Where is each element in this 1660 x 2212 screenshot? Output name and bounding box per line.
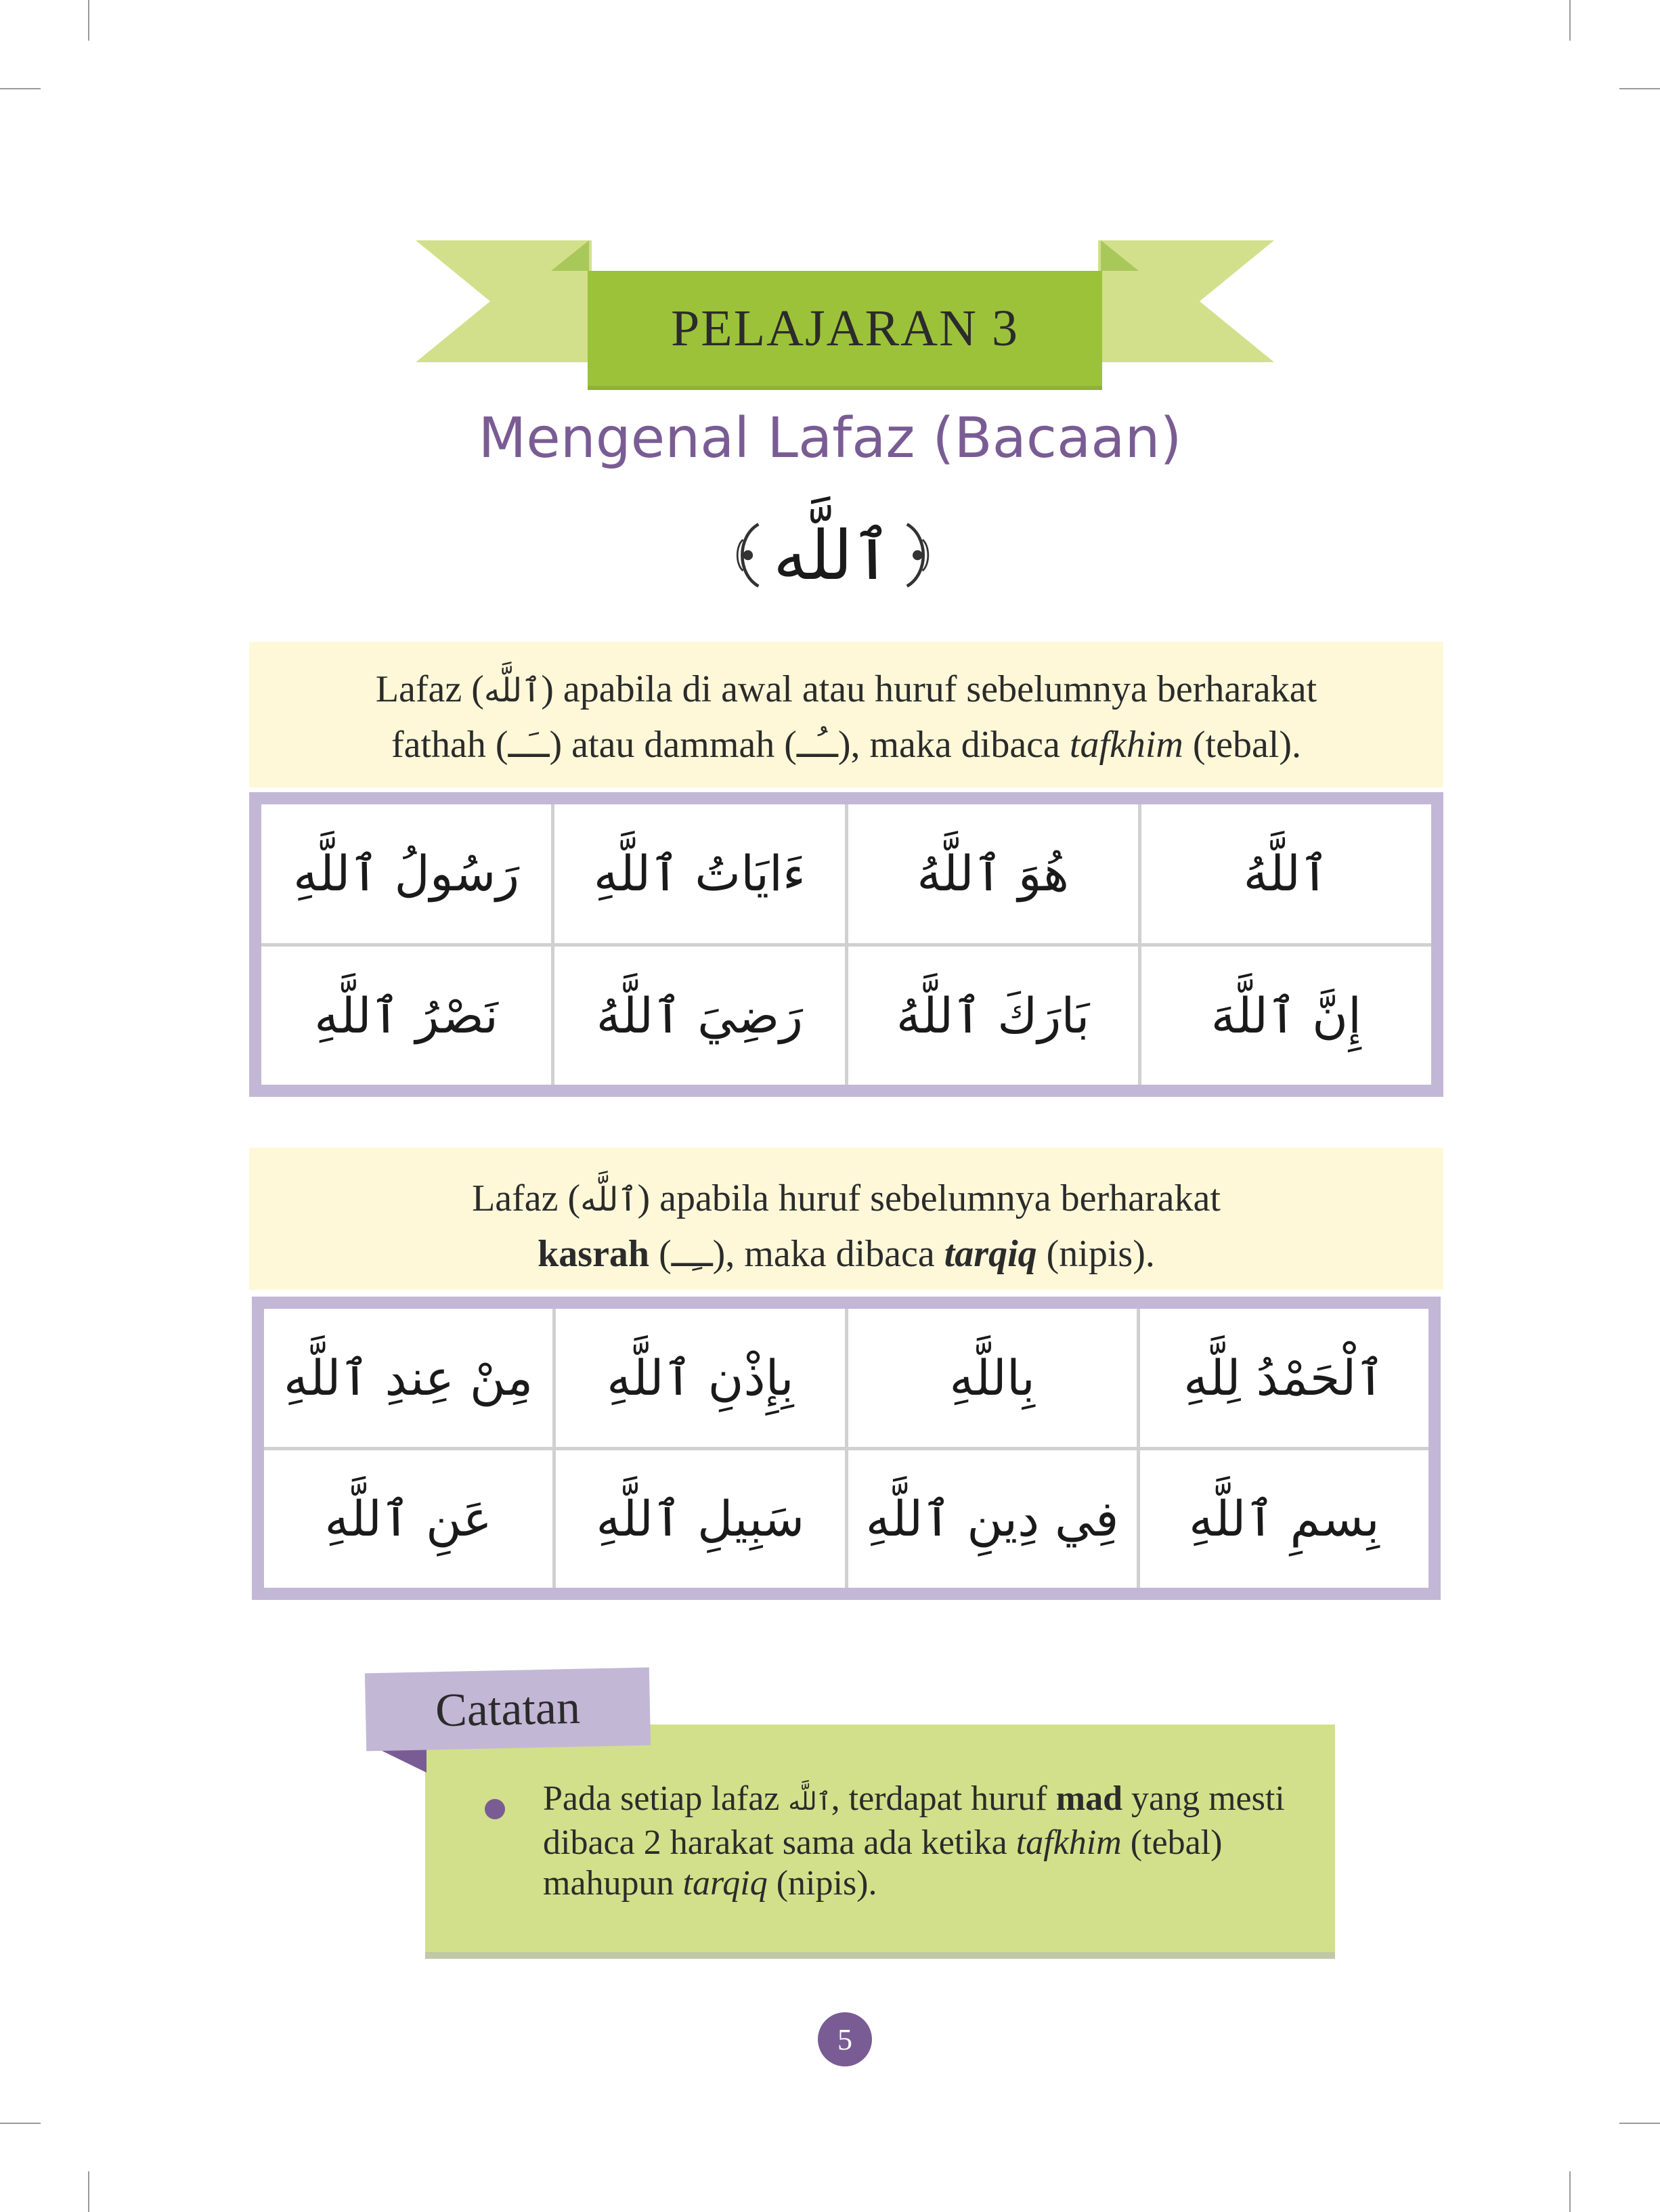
rule-text: (nipis). — [1036, 1233, 1155, 1275]
rule-line-2 — [249, 1227, 1443, 1282]
word-cell: بِسمِ ٱللَّهِ — [1140, 1450, 1428, 1588]
word-cell: نَصْرُ ٱللَّهِ — [261, 947, 551, 1085]
ornament-icon — [898, 518, 941, 592]
ribbon-fold-right — [1101, 240, 1139, 271]
crop-mark — [1619, 2123, 1660, 2124]
word-cell: عَنِ ٱللَّهِ — [264, 1450, 552, 1588]
word-cell: رَضِيَ ٱللَّهُ — [554, 947, 844, 1085]
lesson-title: PELAJARAN 3 — [671, 299, 1019, 357]
ribbon-fold-left — [551, 240, 589, 271]
rule-text: ) apabila di awal atau huruf sebelumnya berharakat — [541, 668, 1317, 710]
dammah-mark: ــُــ — [796, 725, 838, 766]
heading-arabic — [724, 504, 941, 606]
term-tarqiq: tarqiq — [944, 1233, 1037, 1275]
rule-text: ) atau dammah ( — [549, 724, 797, 766]
crop-mark — [1569, 0, 1571, 41]
note-text — [543, 1779, 1294, 1904]
term-mad: mad — [1055, 1779, 1122, 1818]
page-number: 5 — [818, 2012, 872, 2066]
allah-lafaz: ٱللَّه — [773, 515, 892, 595]
rule-text: fathah ( — [391, 724, 508, 766]
rule-text: ( — [649, 1233, 672, 1275]
allah-lafaz: ٱللَّه — [483, 672, 542, 710]
word-cell: سَبِيلِ ٱللَّهِ — [556, 1450, 844, 1588]
term-tarqiq: tarqiq — [682, 1864, 768, 1903]
kasrah-mark: ــِــ — [671, 1234, 713, 1275]
note-text-part: , terdapat huruf — [831, 1779, 1056, 1818]
allah-lafaz: ٱللَّه — [788, 1788, 831, 1816]
rule-text: (tebal). — [1183, 724, 1301, 766]
word-cell: ٱلْحَمْدُ لِلَّهِ — [1140, 1309, 1428, 1447]
bullet-icon — [485, 1799, 505, 1819]
note-text-part: (nipis). — [767, 1864, 877, 1903]
page-subtitle: Mengenal Lafaz (Bacaan) — [478, 406, 1182, 471]
note-text-part: Pada setiap lafaz — [543, 1779, 789, 1818]
word-cell: فِي دِينِ ٱللَّهِ — [848, 1450, 1137, 1588]
rule-text: ), maka dibaca — [837, 724, 1070, 766]
word-cell: رَسُولُ ٱللَّهِ — [261, 804, 551, 943]
rule-tarqiq — [249, 1148, 1443, 1290]
word-cell: ءَايَاتُ ٱللَّهِ — [554, 804, 844, 943]
rule-text: ) apabila huruf sebelumnya berharakat — [637, 1177, 1221, 1219]
term-tafkhim: tafkhim — [1015, 1823, 1122, 1862]
fathah-mark: ــَــ — [508, 725, 550, 766]
rule-text: ), maka dibaca — [712, 1233, 944, 1275]
word-grid — [261, 804, 1431, 1085]
crop-mark — [1569, 2171, 1571, 2212]
rule-line-1 — [249, 662, 1443, 718]
word-cell: مِنْ عِندِ ٱللَّهِ — [264, 1309, 552, 1447]
word-cell: بَارَكَ ٱللَّهُ — [848, 947, 1138, 1085]
lesson-banner — [588, 271, 1102, 386]
tafkhim-word-table — [249, 792, 1443, 1097]
word-cell: إِنَّ ٱللَّهَ — [1141, 947, 1431, 1085]
word-grid — [264, 1309, 1428, 1588]
note-text-part: (tebal) mahupun — [543, 1823, 1223, 1903]
tarqiq-word-table — [252, 1297, 1441, 1600]
term-kasrah: kasrah — [538, 1233, 650, 1275]
word-cell: هُوَ ٱللَّهُ — [848, 804, 1138, 943]
crop-mark — [0, 2123, 41, 2124]
word-cell: بِإِذْنِ ٱللَّهِ — [556, 1309, 844, 1447]
allah-lafaz: ٱللَّه — [580, 1181, 638, 1219]
rule-text: Lafaz ( — [472, 1177, 581, 1219]
crop-mark — [88, 2171, 89, 2212]
crop-mark — [0, 88, 41, 89]
note-text-part: yang mesti dibaca 2 harakat sama ada ketika — [543, 1779, 1285, 1862]
ornament-icon — [724, 518, 768, 592]
rule-line-1 — [249, 1171, 1443, 1227]
rule-text: Lafaz ( — [375, 668, 484, 710]
rule-line-2 — [249, 718, 1443, 773]
term-tafkhim: tafkhim — [1069, 724, 1183, 766]
note-label: Catatan — [365, 1668, 651, 1752]
rule-tafkhim — [249, 642, 1443, 787]
note-box — [425, 1725, 1335, 1952]
word-cell: بِاللَّهِ — [848, 1309, 1137, 1447]
word-cell: ٱللَّهُ — [1141, 804, 1431, 943]
crop-mark — [1619, 88, 1660, 89]
crop-mark — [88, 0, 89, 41]
